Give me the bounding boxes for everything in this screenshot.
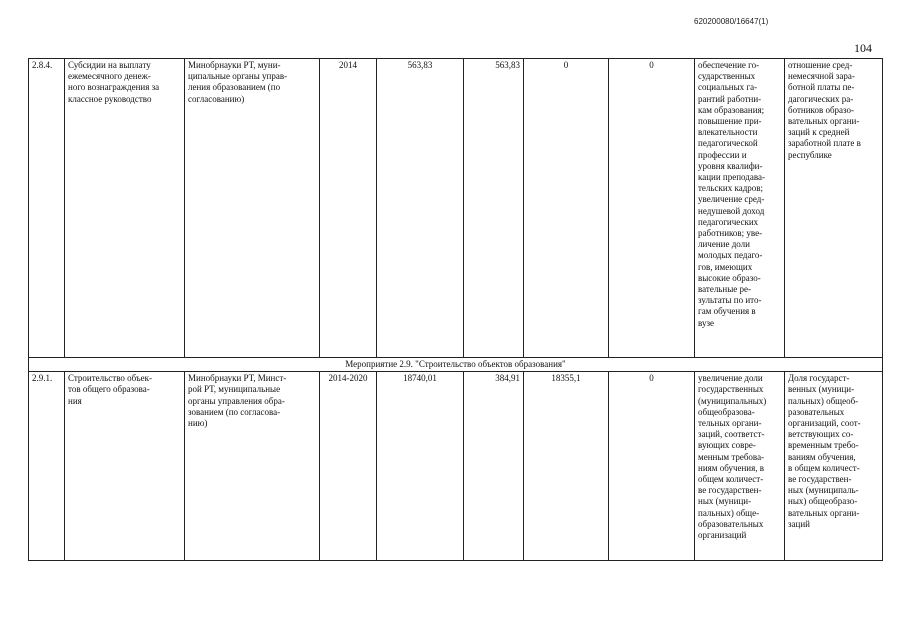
total-amount: 18740,01	[377, 372, 464, 561]
document-id: 620200080/16647(1)	[694, 17, 769, 26]
program-table	[28, 58, 883, 561]
row-number: 2.9.1.	[29, 372, 65, 561]
amount-2: 18355,1	[524, 372, 609, 561]
table-row	[29, 372, 883, 561]
section-row	[29, 358, 883, 372]
total-amount: 563,83	[377, 59, 464, 358]
years: 2014	[320, 59, 377, 358]
indicator: Доля государст- венных (муници- пальных) общеоб- разовательных организаций, соот- ветствующих со- временным требо- ваниям обучения, в общем количест- ве государствен- ных (муниципаль- ных) общеобразо- вательных органи- заций	[785, 372, 883, 561]
expected-result: увеличение доли государственных (муниципальных) общеобразова- тельных органи- заций, соответст- вующих совре- менным требова- ниям обучения, в общем количест- ве государствен- ных (муници- пальных) обще- образовательных организаций	[695, 372, 785, 561]
section-title: Мероприятие 2.9. "Строительство объектов образования"	[29, 358, 883, 372]
executor: Минобрнауки РТ, муни- ципальные органы управ- ления образованием (по согласованию)	[185, 59, 320, 358]
executor: Минобрнауки РТ, Минст- рой РТ, муниципальные органы управления обра- зованием (по согласова- нию)	[185, 372, 320, 561]
amount-3: 0	[609, 372, 695, 561]
page-number: 104	[854, 41, 872, 55]
indicator: отношение сред- немесячной зара- ботной платы пе- дагогических ра- ботников образо- вательных органи- заций к средней заработной плате в республике	[785, 59, 883, 358]
amount-1: 563,83	[464, 59, 524, 358]
amount-3: 0	[609, 59, 695, 358]
measure-name: Строительство объек- тов общего образова- ния	[65, 372, 185, 561]
amount-2: 0	[524, 59, 609, 358]
years: 2014-2020	[320, 372, 377, 561]
table-row	[29, 59, 883, 358]
amount-1: 384,91	[464, 372, 524, 561]
row-number: 2.8.4.	[29, 59, 65, 358]
measure-name: Субсидии на выплату ежемесячного денеж- ного вознаграждения за классное руководство	[65, 59, 185, 358]
expected-result: обеспечение го- сударственных социальных га- рантий работни- кам образования; повышение при- влекательности педагогической профессии и уровня квалифи- кации преподава- тельских кадров; увеличение сред- недушевой доход педагогических работников; уве- личение доли молодых педаго- гов, имеющих высокие образо- вательные ре- зультаты по ито- гам обучения в вузе	[695, 59, 785, 358]
